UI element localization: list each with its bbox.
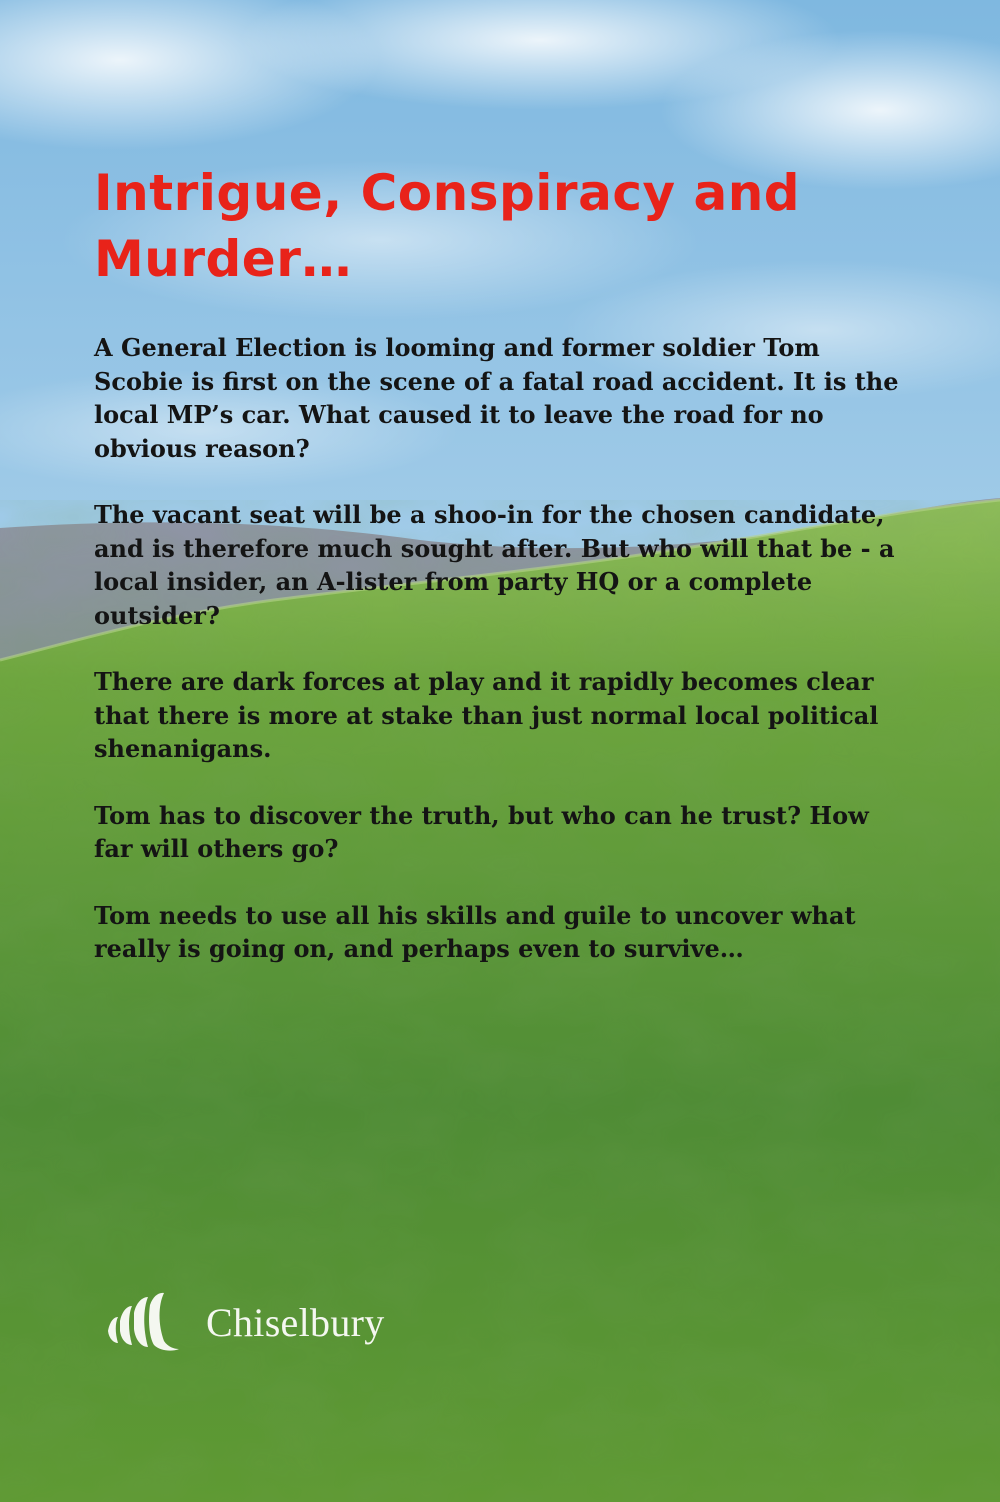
- publisher-name: Chiselbury: [206, 1299, 385, 1345]
- publisher-brand: [106, 1290, 385, 1354]
- chiselbury-logo-icon: [106, 1291, 180, 1353]
- blurb-text: [94, 331, 914, 999]
- blurb-paragraph: There are dark forces at play and it rapidly becomes clear that there is more at stake than just normal local political shenanigans.: [94, 667, 879, 763]
- cover-headline: [94, 160, 854, 292]
- blurb-paragraph: Tom has to discover the truth, but who can he trust? How far will others go?: [94, 800, 869, 863]
- blurb-paragraph: A General Election is looming and former soldier Tom Scobie is first on the scene of a fatal road accident. It is the local MP’s car. What caused it to leave the road for no obvious reason?: [94, 333, 899, 463]
- blurb-paragraph: The vacant seat will be a shoo-in for the chosen candidate, and is therefore much sought after. But who will that be - a local insider, an A-lister from party HQ or a complete outsider?: [94, 500, 895, 630]
- headline-line-2: Murder…: [94, 230, 352, 288]
- blurb-paragraph: Tom needs to use all his skills and guile to uncover what really is going on, and perhaps even to survive…: [94, 900, 856, 963]
- headline-line-1: Intrigue, Conspiracy and: [94, 164, 801, 222]
